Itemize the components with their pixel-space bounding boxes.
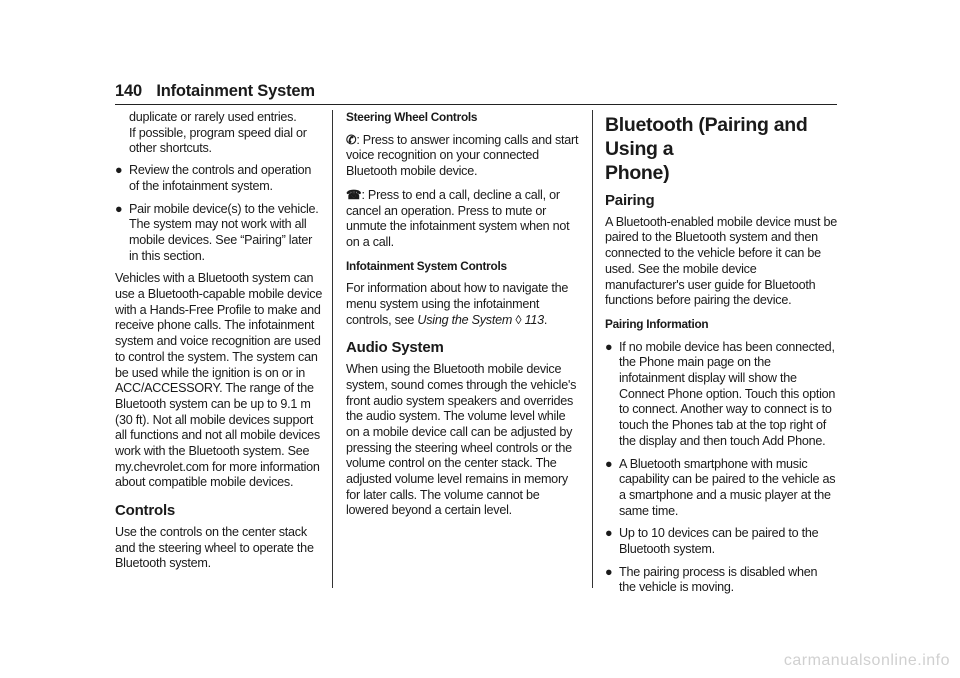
audio-system-paragraph: When using the Bluetooth mobile device system, sound comes through the vehicle's front audio system speakers and overrides the audio system. The volume level while on a mobile device call can be adjusted by pressing the steering wheel controls or the volume control on the center stack. The adjusted volume level remains in memory for later calls. The volume cannot be lowered beyond a certain level. <box>346 362 577 518</box>
bullet-icon: ● <box>605 339 613 354</box>
audio-system-heading: Audio System <box>346 339 444 357</box>
bullet-icon: ● <box>115 201 123 216</box>
bullet-icon: ● <box>605 456 613 471</box>
intro-text: duplicate or rarely used entries. If possible, program speed dial or other shortcuts. <box>129 110 307 156</box>
infotainment-controls-heading: Infotainment System Controls <box>346 258 507 273</box>
list-item: ● A Bluetooth smartphone with music capability can be paired to the vehicle as a smartphone and a music player at the same time. <box>605 456 836 518</box>
column-divider <box>332 110 333 588</box>
bullet-icon: ● <box>605 526 613 541</box>
pairing-info-heading: Pairing Information <box>605 316 709 331</box>
watermark: carmanualsonline.info <box>783 652 950 669</box>
page-ref-icon: ◊ <box>515 312 522 327</box>
page-header <box>115 82 315 101</box>
pairing-paragraph: A Bluetooth-enabled mobile device must be paired to the Bluetooth system and then connected to the vehicle before it can be used. See the mobile device manufacturer's user guide for Bluetooth functions before pairing the device. <box>605 214 837 308</box>
list-item: ● The pairing process is disabled when the vehicle is moving. <box>605 564 818 595</box>
bullet-icon: ● <box>115 163 123 178</box>
controls-heading: Controls <box>115 502 176 520</box>
bullet-icon: ● <box>605 564 613 579</box>
list-item: ● Up to 10 devices can be paired to the Bluetooth system. <box>605 526 819 557</box>
list-item: ● Pair mobile device(s) to the vehicle. The system may not work with all mobile devices. See “Pairing” later in this section. <box>115 201 319 263</box>
pairing-heading: Pairing <box>605 192 655 209</box>
section-title: Infotainment System <box>156 82 315 100</box>
page-number: 140 <box>115 82 142 100</box>
infotainment-controls-text: For information about how to navigate the menu system using the infotainment controls, see Using the System ◊ 113. <box>346 281 569 327</box>
bluetooth-paragraph: Vehicles with a Bluetooth system can use a Bluetooth-capable mobile device with a Hands-Free Profile to make and receive phone calls. The infotainment system and voice recognition are used to control the system. The system can be used while the ignition is on or in ACC/ACCESSORY. The range of the Bluetooth system can be up to 9.1 m (30 ft). Not all mobile devices support all functions and not all mobile devices work with the Bluetooth system. See my.chevrolet.com for more information about compatible mobile devices. <box>115 271 323 490</box>
column-2 <box>346 110 582 527</box>
column-1 <box>115 110 323 580</box>
list-item: ● Review the controls and operation of the infotainment system. <box>115 163 312 193</box>
bluetooth-title: Bluetooth (Pairing and Using a Phone) <box>605 114 808 184</box>
column-divider <box>592 110 593 588</box>
list-item: ● If no mobile device has been connected, the Phone main page on the infotainment display will show the Connect Phone option. Touch this option to connect. Another way to connect is to touch the Phones tab at the top right of the display and then touch Add Phone. <box>605 339 836 448</box>
steering-wheel-controls-heading: Steering Wheel Controls <box>346 110 478 124</box>
phone-hangup-icon: ☎ <box>346 187 362 202</box>
header-rule <box>115 104 837 105</box>
cross-reference-link[interactable]: Using the System <box>417 312 513 327</box>
end-call-text: ☎: Press to end a call, decline a call, or cancel an operation. Press to mute or unmute the infotainment system when not on a call. <box>346 187 570 249</box>
page-reference[interactable]: 113 <box>524 312 544 327</box>
phone-answer-icon: ✆ <box>346 132 357 147</box>
answer-call-text: ✆: Press to answer incoming calls and start voice recognition on your connected Bluetooth mobile device. <box>346 132 579 179</box>
column-3 <box>605 110 837 603</box>
controls-paragraph: Use the controls on the center stack and the steering wheel to operate the Bluetooth system. <box>115 524 314 571</box>
